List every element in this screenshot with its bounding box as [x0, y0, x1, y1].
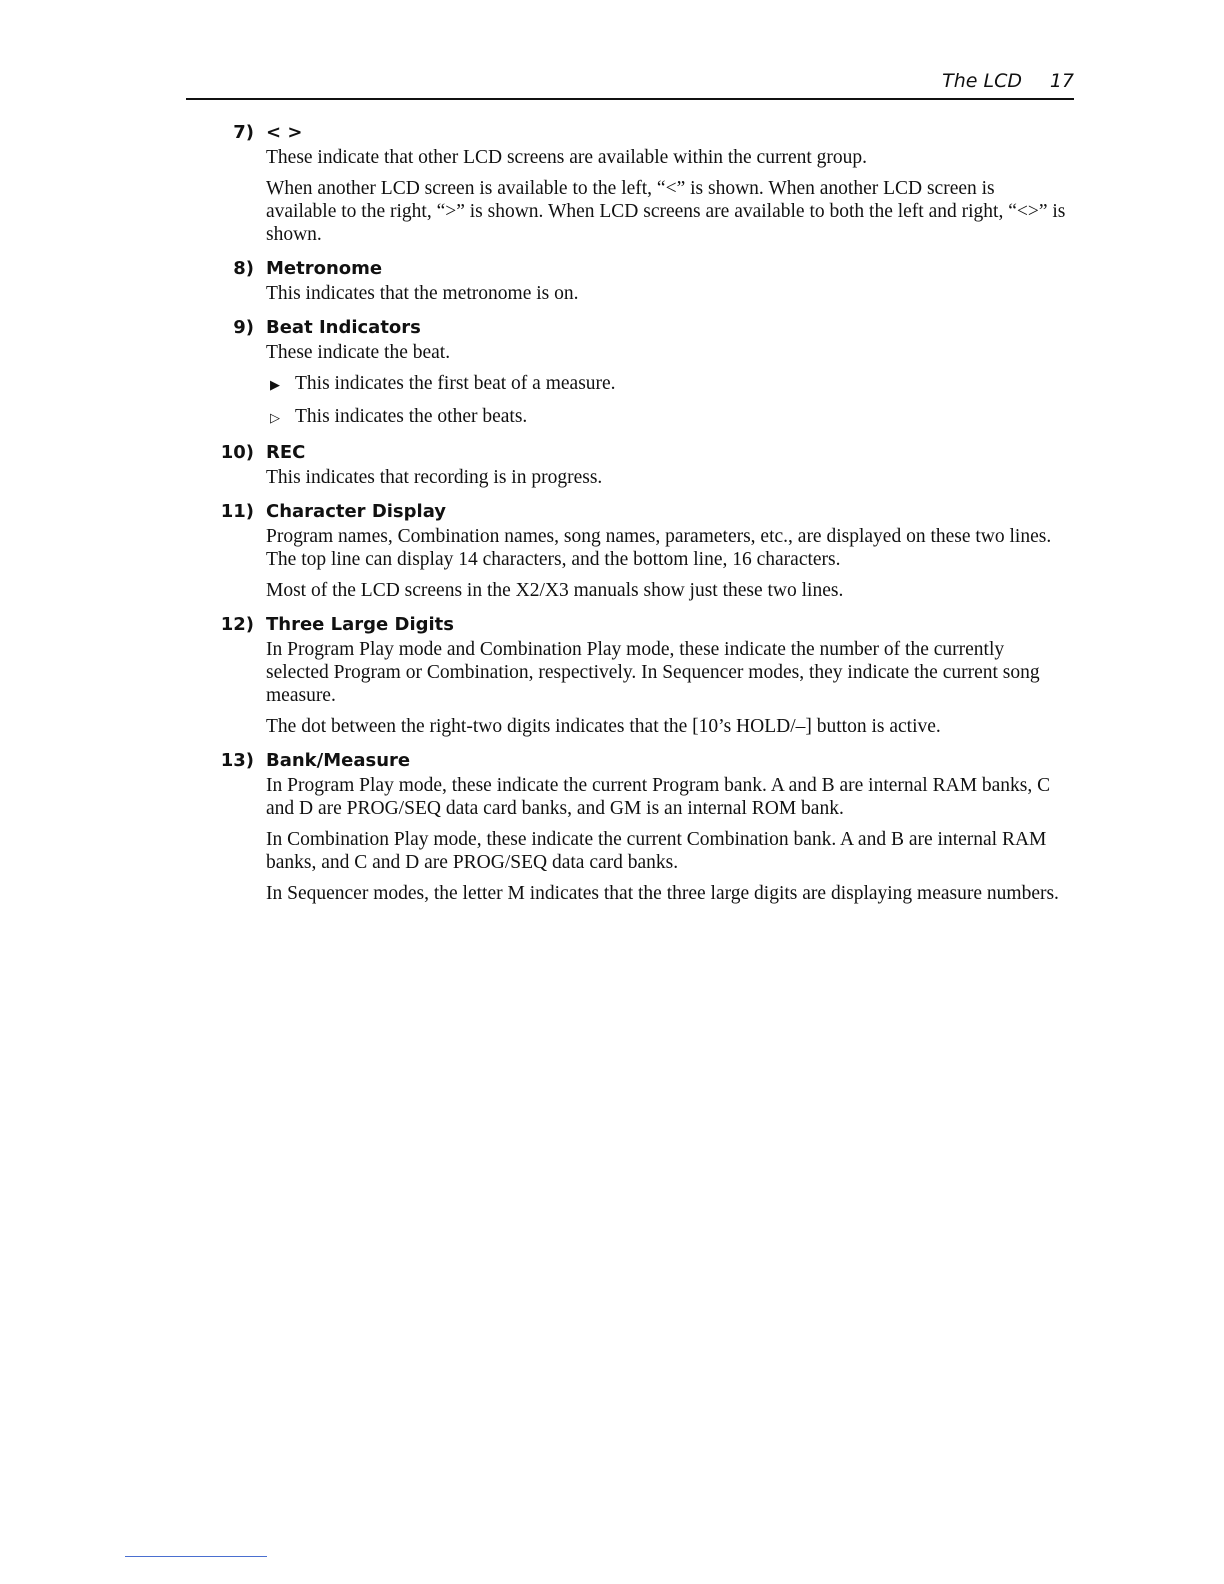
list-item: [186, 120, 1066, 246]
item-body: [266, 282, 1066, 305]
item-number: 13): [220, 750, 254, 771]
list-item: [186, 315, 1066, 430]
item-body: [266, 341, 1066, 430]
bullet-text: This indicates the first beat of a measure.: [295, 373, 616, 394]
paragraph: In Program Play mode and Combination Play mode, these indicate the number of the currently selected Program or Combination, respectively. In Sequencer modes, they indicate the current song measure.: [266, 639, 1040, 706]
item-heading: [186, 120, 1066, 146]
item-body: [266, 774, 1066, 905]
item-body: [266, 525, 1066, 602]
list-item: [186, 748, 1066, 905]
paragraph: These indicate that other LCD screens are available within the current group.: [266, 147, 868, 168]
item-heading: [186, 612, 1066, 638]
item-heading: [186, 499, 1066, 525]
item-title: Character Display: [266, 501, 447, 522]
footer-rule: [125, 1556, 267, 1557]
item-number: 7): [233, 122, 254, 143]
list-item: [186, 256, 1066, 305]
paragraph: When another LCD screen is available to the left, “<” is shown. When another LCD screen is available to the right, “>” is shown. When LCD screens are available to both the left and right, “<>” is shown.: [266, 178, 1066, 245]
beat-bullet-other: [266, 405, 1066, 430]
item-heading: [186, 748, 1066, 774]
list-item: [186, 612, 1066, 738]
bullet-text: This indicates the other beats.: [295, 406, 528, 427]
item-body: [266, 638, 1066, 738]
paragraph: Most of the LCD screens in the X2/X3 manuals show just these two lines.: [266, 580, 844, 601]
paragraph: In Sequencer modes, the letter M indicates that the three large digits are displaying measure numbers.: [266, 883, 1059, 904]
item-heading: [186, 256, 1066, 282]
item-number: 11): [220, 501, 254, 522]
item-body: [266, 146, 1066, 246]
paragraph: The dot between the right-two digits indicates that the [10’s HOLD/–] button is active.: [266, 716, 941, 737]
list-item: [186, 440, 1066, 489]
beat-bullet-first: [266, 372, 1066, 397]
item-number: 12): [220, 614, 254, 635]
page-content: [186, 120, 1066, 915]
item-heading: [186, 440, 1066, 466]
item-number: 8): [233, 258, 254, 279]
list-item: [186, 499, 1066, 602]
page-number: 17: [1049, 70, 1074, 92]
outline-triangle-icon: ▷: [270, 411, 280, 426]
item-title: Metronome: [266, 258, 383, 279]
item-title: < >: [266, 122, 303, 143]
item-body: [266, 466, 1066, 489]
item-title: REC: [266, 442, 306, 463]
running-head-title: The LCD: [942, 70, 1022, 92]
item-title: Beat Indicators: [266, 317, 421, 338]
filled-triangle-icon: ▶: [270, 378, 280, 393]
paragraph: These indicate the beat.: [266, 342, 451, 363]
item-number: 9): [233, 317, 254, 338]
item-heading: [186, 315, 1066, 341]
paragraph: In Program Play mode, these indicate the current Program bank. A and B are internal RAM banks, C and D are PROG/SEQ data card banks, and GM is an internal ROM bank.: [266, 775, 1051, 819]
item-number: 10): [220, 442, 254, 463]
item-title: Three Large Digits: [266, 614, 454, 635]
paragraph: In Combination Play mode, these indicate the current Combination bank. A and B are internal RAM banks, and C and D are PROG/SEQ data card banks.: [266, 829, 1047, 873]
running-head: [186, 68, 1074, 100]
paragraph: Program names, Combination names, song names, parameters, etc., are displayed on these two lines. The top line can display 14 characters, and the bottom line, 16 characters.: [266, 526, 1052, 570]
paragraph: This indicates that recording is in progress.: [266, 467, 603, 488]
item-title: Bank/Measure: [266, 750, 411, 771]
paragraph: This indicates that the metronome is on.: [266, 283, 579, 304]
